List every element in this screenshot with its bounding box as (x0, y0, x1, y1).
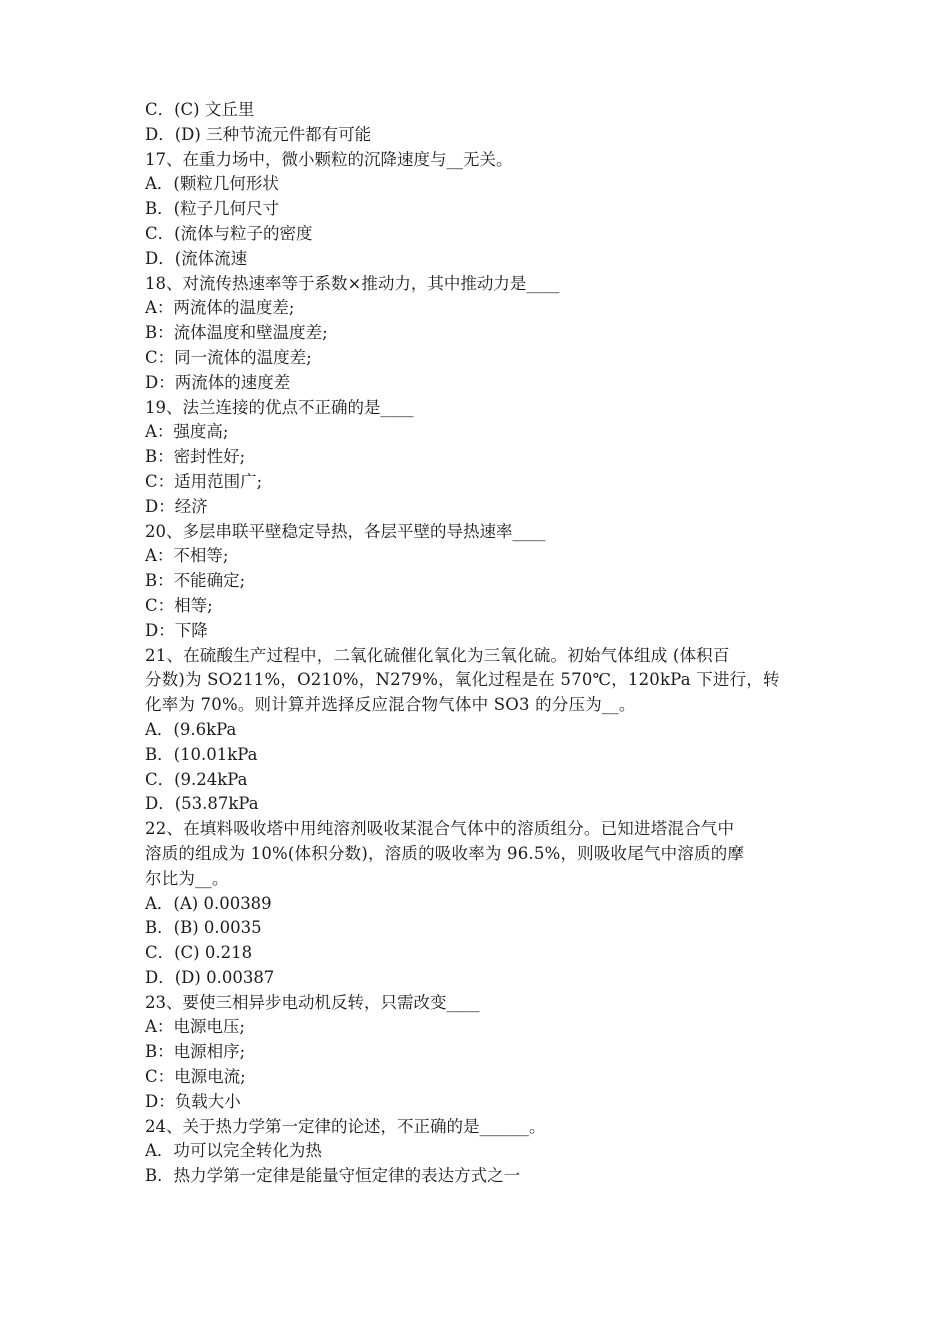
option-18b: B：流体温度和壁温度差; (145, 323, 328, 343)
question-24: 24、关于热力学第一定律的论述，不正确的是______。 (145, 1116, 546, 1136)
option-22b: B．(B) 0.0035 (145, 918, 262, 938)
option-18c: C：同一流体的温度差; (145, 347, 312, 367)
option-16d: D．(D) 三种节流元件都有可能 (145, 124, 372, 144)
option-21a: A．(9.6kPa (145, 719, 237, 739)
option-17c: C．(流体与粒子的密度 (145, 223, 313, 243)
option-19d: D：经济 (145, 496, 208, 516)
question-22-line-3: 尔比为__。 (145, 868, 229, 888)
question-21-line-2: 分数)为 SO211%，O210%，N279%，氧化过程是在 570℃，120kPa 下进行，转 (145, 670, 780, 690)
option-23b: B：电源相序; (145, 1042, 246, 1062)
option-22a: A．(A) 0.00389 (145, 893, 272, 913)
question-18: 18、对流传热速率等于系数×推动力，其中推动力是____ (145, 273, 560, 293)
question-19: 19、法兰连接的优点不正确的是____ (145, 397, 414, 417)
option-24a: A．功可以完全转化为热 (145, 1141, 322, 1161)
option-19c: C：适用范围广; (145, 471, 263, 491)
option-21b: B．(10.01kPa (145, 744, 258, 764)
question-21-block (145, 644, 811, 718)
option-21d: D．(53.87kPa (145, 794, 259, 814)
option-18d: D：两流体的速度差 (145, 372, 291, 392)
option-22d: D．(D) 0.00387 (145, 967, 275, 987)
question-20: 20、多层串联平壁稳定导热，各层平壁的导热速率____ (145, 521, 546, 541)
option-23c: C：电源电流; (145, 1067, 246, 1087)
option-20b: B：不能确定; (145, 571, 246, 591)
question-23: 23、要使三相异步电动机反转，只需改变____ (145, 992, 480, 1012)
option-17a: A．(颗粒几何形状 (145, 174, 279, 194)
document-page (145, 98, 811, 1189)
option-21c: C．(9.24kPa (145, 769, 248, 789)
option-23d: D：负载大小 (145, 1091, 241, 1111)
question-21-line-1: 21、在硫酸生产过程中，二氧化硫催化氧化为三氧化硫。初始气体组成 (体积百 (145, 645, 730, 665)
option-20c: C：相等; (145, 595, 213, 615)
option-17d: D．(流体流速 (145, 248, 248, 268)
option-19a: A：强度高; (145, 422, 229, 442)
question-22-block (145, 817, 811, 891)
question-17: 17、在重力场中，微小颗粒的沉降速度与__无关。 (145, 149, 513, 169)
question-21-line-3: 化率为 70%。则计算并选择反应混合物气体中 SO3 的分压为__。 (145, 695, 636, 715)
question-22-line-2: 溶质的组成为 10%(体积分数)，溶质的吸收率为 96.5%，则吸收尾气中溶质的摩 (145, 843, 745, 863)
option-17b: B．(粒子几何尺寸 (145, 199, 280, 219)
option-20a: A：不相等; (145, 546, 229, 566)
option-20d: D：下降 (145, 620, 208, 640)
option-16c: C．(C) 文丘里 (145, 100, 255, 119)
option-23a: A：电源电压; (145, 1017, 245, 1037)
option-22c: C．(C) 0.218 (145, 943, 253, 963)
option-19b: B：密封性好; (145, 447, 246, 467)
question-22-line-1: 22、在填料吸收塔中用纯溶剂吸收某混合气体中的溶质组分。已知进塔混合气中 (145, 819, 735, 839)
option-24b: B．热力学第一定律是能量守恒定律的表达方式之一 (145, 1166, 521, 1186)
option-18a: A：两流体的温度差; (145, 298, 295, 318)
